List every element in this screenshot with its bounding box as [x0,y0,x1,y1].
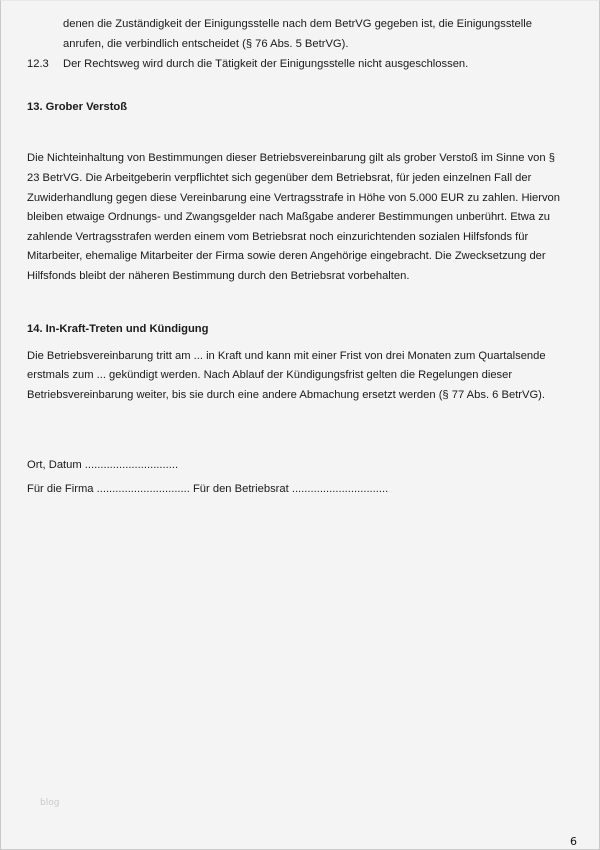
place-date-line: Ort, Datum .............................. [27,459,179,471]
item-number-12-3: 12.3 [27,58,49,70]
section12-line-1: denen die Zuständigkeit der Einigungsstelle nach dem BetrVG gegeben ist, die Einigungsstelle [63,18,532,30]
section13-line-4: bleiben etwaige Ordnungs- und Zwangsgelder nach Maßgabe anderer Bestimmungen unberührt. Etwa zu [27,211,551,223]
section13-line-7: Hilfsfonds bleibt der näheren Bestimmung durch den Betriebsrat vorbehalten. [27,270,410,282]
section13-line-3: Zuwiderhandlung gegen diese Vereinbarung eine Vertragsstrafe in Höhe von 5.000 EUR zu zahlen. Hiervon [27,192,560,204]
section13-line-5: zahlende Vertragsstrafen werden einem vom Betriebsrat noch einzurichtenden sozialen Hilfsfonds für [27,231,529,243]
section14-heading: 14. In-Kraft-Treten und Kündigung [27,323,209,335]
page-number: 6 [570,835,577,848]
signature-parties-line: Für die Firma .............................. Für den Betriebsrat ............................... [27,483,389,495]
section13-line-2: 23 BetrVG. Die Arbeitgeberin verpflichtet sich gegenüber dem Betriebsrat, für jeden einzelnen Fall der [27,172,532,184]
item-12-3-text: Der Rechtsweg wird durch die Tätigkeit der Einigungsstelle nicht ausgeschlossen. [63,58,469,70]
section14-line-1: Die Betriebsvereinbarung tritt am ... in Kraft und kann mit einer Frist von drei Monaten zum Quartalsende [27,350,546,362]
section13-line-1: Die Nichteinhaltung von Bestimmungen dieser Betriebsvereinbarung gilt als grober Verstoß im Sinne von § [27,152,555,164]
section12-line-2: anrufen, die verbindlich entscheidet (§ 76 Abs. 5 BetrVG). [63,38,349,50]
section14-line-3: Betriebsvereinbarung weiter, bis sie durch eine andere Abmachung ersetzt werden (§ 77 Abs. 6 BetrVG). [27,389,546,401]
section13-line-6: Mitarbeiter, ehemalige Mitarbeiter der Firma sowie deren Angehörige eingebracht. Die Zwecksetzung der [27,250,546,262]
watermark: blog [40,798,60,808]
section13-heading: 13. Grober Verstoß [27,101,128,113]
section14-line-2: erstmals zum ... gekündigt werden. Nach Ablauf der Kündigungsfrist gelten die Regelungen dieser [27,369,513,381]
